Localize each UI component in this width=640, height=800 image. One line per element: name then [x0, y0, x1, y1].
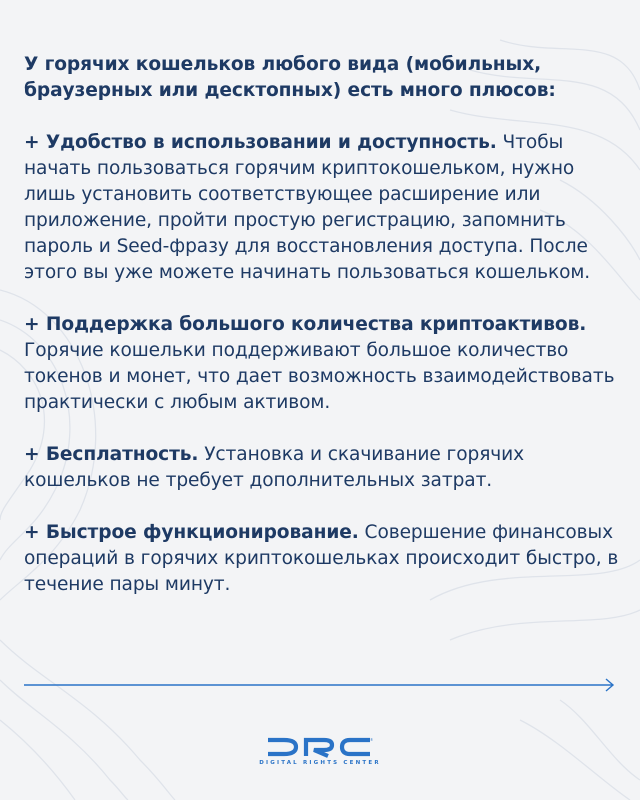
advantage-item-free: [24, 442, 620, 494]
advantage-text: Совершение финансовых операций в горячих криптокошельках происходит быстро, в течение пары минут.: [24, 522, 619, 595]
advantage-text: Горячие кошельки поддерживают большое количество токенов и монет, что дает возможность взаимодействовать практически с любым активом.: [24, 340, 615, 413]
advantage-text: Установка и скачивание горячих кошельков не требует дополнительных затрат.: [24, 444, 525, 491]
drc-logo: [0, 736, 640, 766]
svg-text:®: ®: [370, 738, 374, 742]
advantage-title: + Быстрое функционирование.: [24, 522, 359, 543]
arrow-right-icon: [24, 677, 616, 693]
advantage-item-convenience: [24, 130, 620, 286]
drc-logo-mark: [266, 736, 374, 758]
advantage-item-assets: [24, 312, 620, 416]
advantage-title: + Бесплатность.: [24, 444, 199, 465]
advantage-text: Чтобы начать пользоваться горячим криптокошельком, нужно лишь установить соответствующее расширение или приложение, пройти простую регистрацию, запомнить пароль и Seed-фразу для восстановления доступа. После этого вы уже можете начинать пользоваться кошельком.: [24, 132, 591, 283]
article-body: [24, 52, 620, 624]
intro-heading: У горячих кошельков любого вида (мобильных, браузерных или десктопных) есть много плюсов:: [24, 54, 556, 101]
advantage-title: + Поддержка большого количества криптоактивов.: [24, 314, 587, 335]
advantage-title: + Удобство в использовании и доступность.: [24, 132, 497, 153]
logo-tagline: DIGITAL RIGHTS CENTER: [259, 760, 381, 766]
advantage-item-speed: [24, 520, 620, 598]
